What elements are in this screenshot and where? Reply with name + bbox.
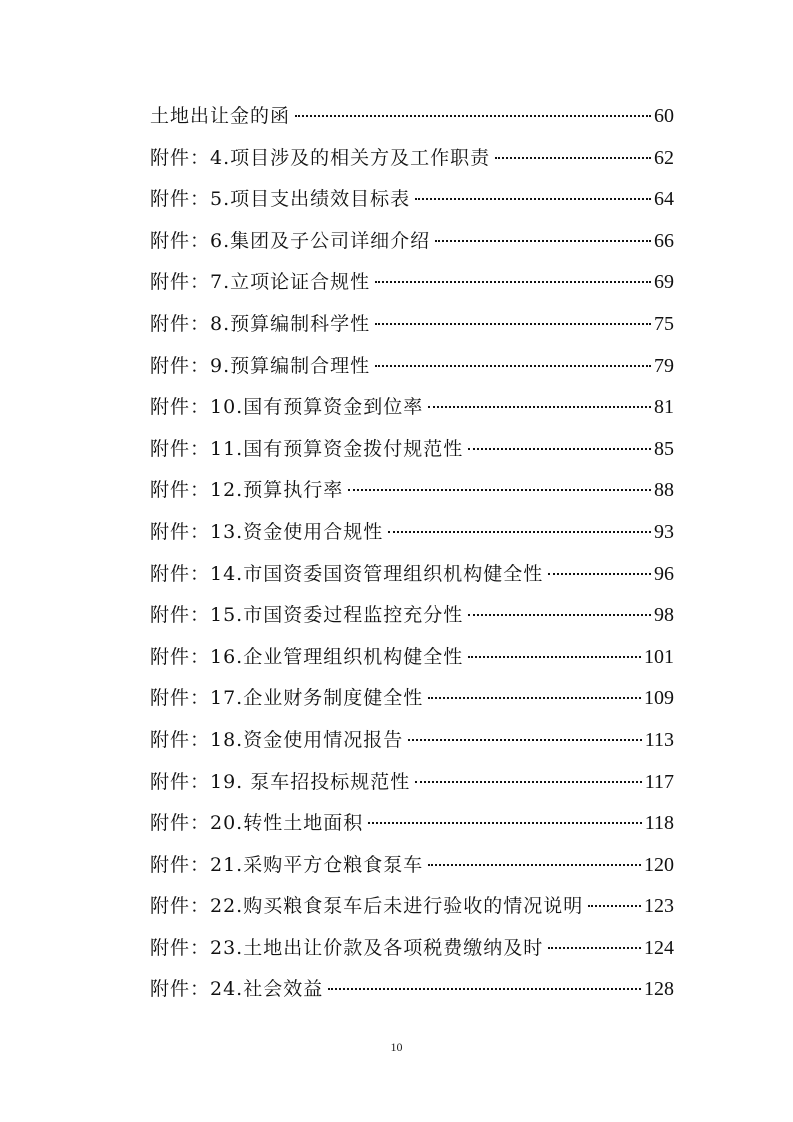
- toc-entry-page-number: 64: [654, 188, 674, 211]
- toc-entry-page-number: 69: [654, 271, 674, 294]
- toc-entry-label: 附件：12.预算执行率: [150, 479, 344, 502]
- dot-leader: [428, 864, 641, 866]
- dot-leader: [415, 198, 651, 200]
- toc-entry-page-number: 96: [654, 562, 674, 585]
- toc-entry-page-number: 88: [654, 479, 674, 502]
- dot-leader: [495, 157, 651, 159]
- table-of-contents: [150, 96, 674, 1011]
- toc-entry-page-number: 66: [654, 229, 674, 252]
- toc-entry-label: 附件：22.购买粮食泵车后未进行验收的情况说明: [150, 895, 584, 918]
- toc-entry-label: 附件：6.集团及子公司详细介绍: [150, 229, 431, 252]
- toc-entry[interactable]: [150, 304, 674, 346]
- dot-leader: [388, 531, 651, 533]
- toc-entry-page-number: 124: [644, 936, 674, 959]
- dot-leader: [428, 697, 641, 699]
- toc-entry[interactable]: [150, 595, 674, 637]
- toc-entry-page-number: 117: [644, 770, 674, 793]
- toc-entry[interactable]: [150, 969, 674, 1011]
- dot-leader: [375, 323, 651, 325]
- toc-entry-label: 附件：23.土地出让价款及各项税费缴纳及时: [150, 936, 544, 959]
- page-number: 10: [390, 1040, 403, 1054]
- toc-entry-page-number: 128: [644, 978, 674, 1001]
- toc-entry-label: 附件：15.市国资委过程监控充分性: [150, 604, 464, 627]
- toc-entry[interactable]: [150, 678, 674, 720]
- dot-leader: [468, 448, 651, 450]
- toc-entry[interactable]: [150, 512, 674, 554]
- dot-leader: [468, 614, 651, 616]
- toc-entry[interactable]: [150, 720, 674, 762]
- toc-entry[interactable]: [150, 96, 674, 138]
- toc-entry-page-number: 123: [644, 895, 674, 918]
- toc-entry-page-number: 81: [654, 396, 674, 419]
- toc-entry-page-number: 109: [644, 687, 674, 710]
- dot-leader: [435, 240, 651, 242]
- dot-leader: [415, 781, 641, 783]
- toc-entry-page-number: 75: [654, 312, 674, 335]
- toc-entry-label: 附件：7.立项论证合规性: [150, 271, 371, 294]
- dot-leader: [328, 988, 641, 990]
- toc-entry-page-number: 62: [654, 146, 674, 169]
- dot-leader: [428, 406, 651, 408]
- dot-leader: [548, 947, 641, 949]
- toc-entry[interactable]: [150, 346, 674, 388]
- dot-leader: [368, 822, 642, 824]
- toc-entry[interactable]: [150, 221, 674, 263]
- toc-entry-label: 附件：8.预算编制科学性: [150, 312, 371, 335]
- toc-entry[interactable]: [150, 470, 674, 512]
- toc-entry-page-number: 118: [644, 812, 674, 835]
- toc-entry-page-number: 79: [654, 354, 674, 377]
- toc-entry-label: 附件：17.企业财务制度健全性: [150, 687, 424, 710]
- dot-leader: [548, 573, 651, 575]
- toc-entry-label: 附件：16.企业管理组织机构健全性: [150, 645, 464, 668]
- dot-leader: [468, 656, 641, 658]
- toc-entry[interactable]: [150, 262, 674, 304]
- toc-entry[interactable]: [150, 179, 674, 221]
- toc-entry[interactable]: [150, 845, 674, 887]
- toc-entry-label: 土地出让金的函: [150, 105, 291, 127]
- toc-entry-label: 附件：13.资金使用合规性: [150, 520, 384, 543]
- toc-entry[interactable]: [150, 138, 674, 180]
- toc-entry[interactable]: [150, 803, 674, 845]
- toc-entry-label: 附件：21.采购平方仓粮食泵车: [150, 853, 424, 876]
- dot-leader: [375, 281, 651, 283]
- dot-leader: [348, 489, 651, 491]
- toc-entry-label: 附件：5.项目支出绩效目标表: [150, 188, 411, 211]
- toc-entry[interactable]: [150, 554, 674, 596]
- toc-entry-page-number: 60: [654, 105, 674, 127]
- dot-leader: [588, 905, 641, 907]
- toc-entry-label: 附件：10.国有预算资金到位率: [150, 396, 424, 419]
- toc-entry-label: 附件：20.转性土地面积: [150, 812, 364, 835]
- toc-entry-page-number: 120: [644, 853, 674, 876]
- toc-entry-label: 附件：24.社会效益: [150, 978, 324, 1001]
- dot-leader: [375, 365, 651, 367]
- toc-entry[interactable]: [150, 637, 674, 679]
- toc-entry[interactable]: [150, 429, 674, 471]
- toc-entry-page-number: 93: [654, 520, 674, 543]
- toc-entry-page-number: 98: [654, 604, 674, 627]
- toc-entry[interactable]: [150, 886, 674, 928]
- dot-leader: [295, 115, 651, 117]
- dot-leader: [408, 739, 642, 741]
- toc-entry-page-number: 101: [644, 645, 674, 668]
- toc-entry[interactable]: [150, 928, 674, 970]
- toc-entry[interactable]: [150, 387, 674, 429]
- toc-entry-label: 附件：4.项目涉及的相关方及工作职责: [150, 146, 491, 169]
- toc-entry-label: 附件：14.市国资委国资管理组织机构健全性: [150, 562, 544, 585]
- toc-entry-page-number: 113: [644, 728, 674, 751]
- toc-entry-page-number: 85: [654, 437, 674, 460]
- toc-entry-label: 附件：9.预算编制合理性: [150, 354, 371, 377]
- toc-entry-label: 附件：11.国有预算资金拨付规范性: [150, 437, 464, 460]
- toc-entry-label: 附件：18.资金使用情况报告: [150, 728, 404, 751]
- toc-entry[interactable]: [150, 762, 674, 804]
- toc-entry-label: 附件：19. 泵车招投标规范性: [150, 770, 411, 793]
